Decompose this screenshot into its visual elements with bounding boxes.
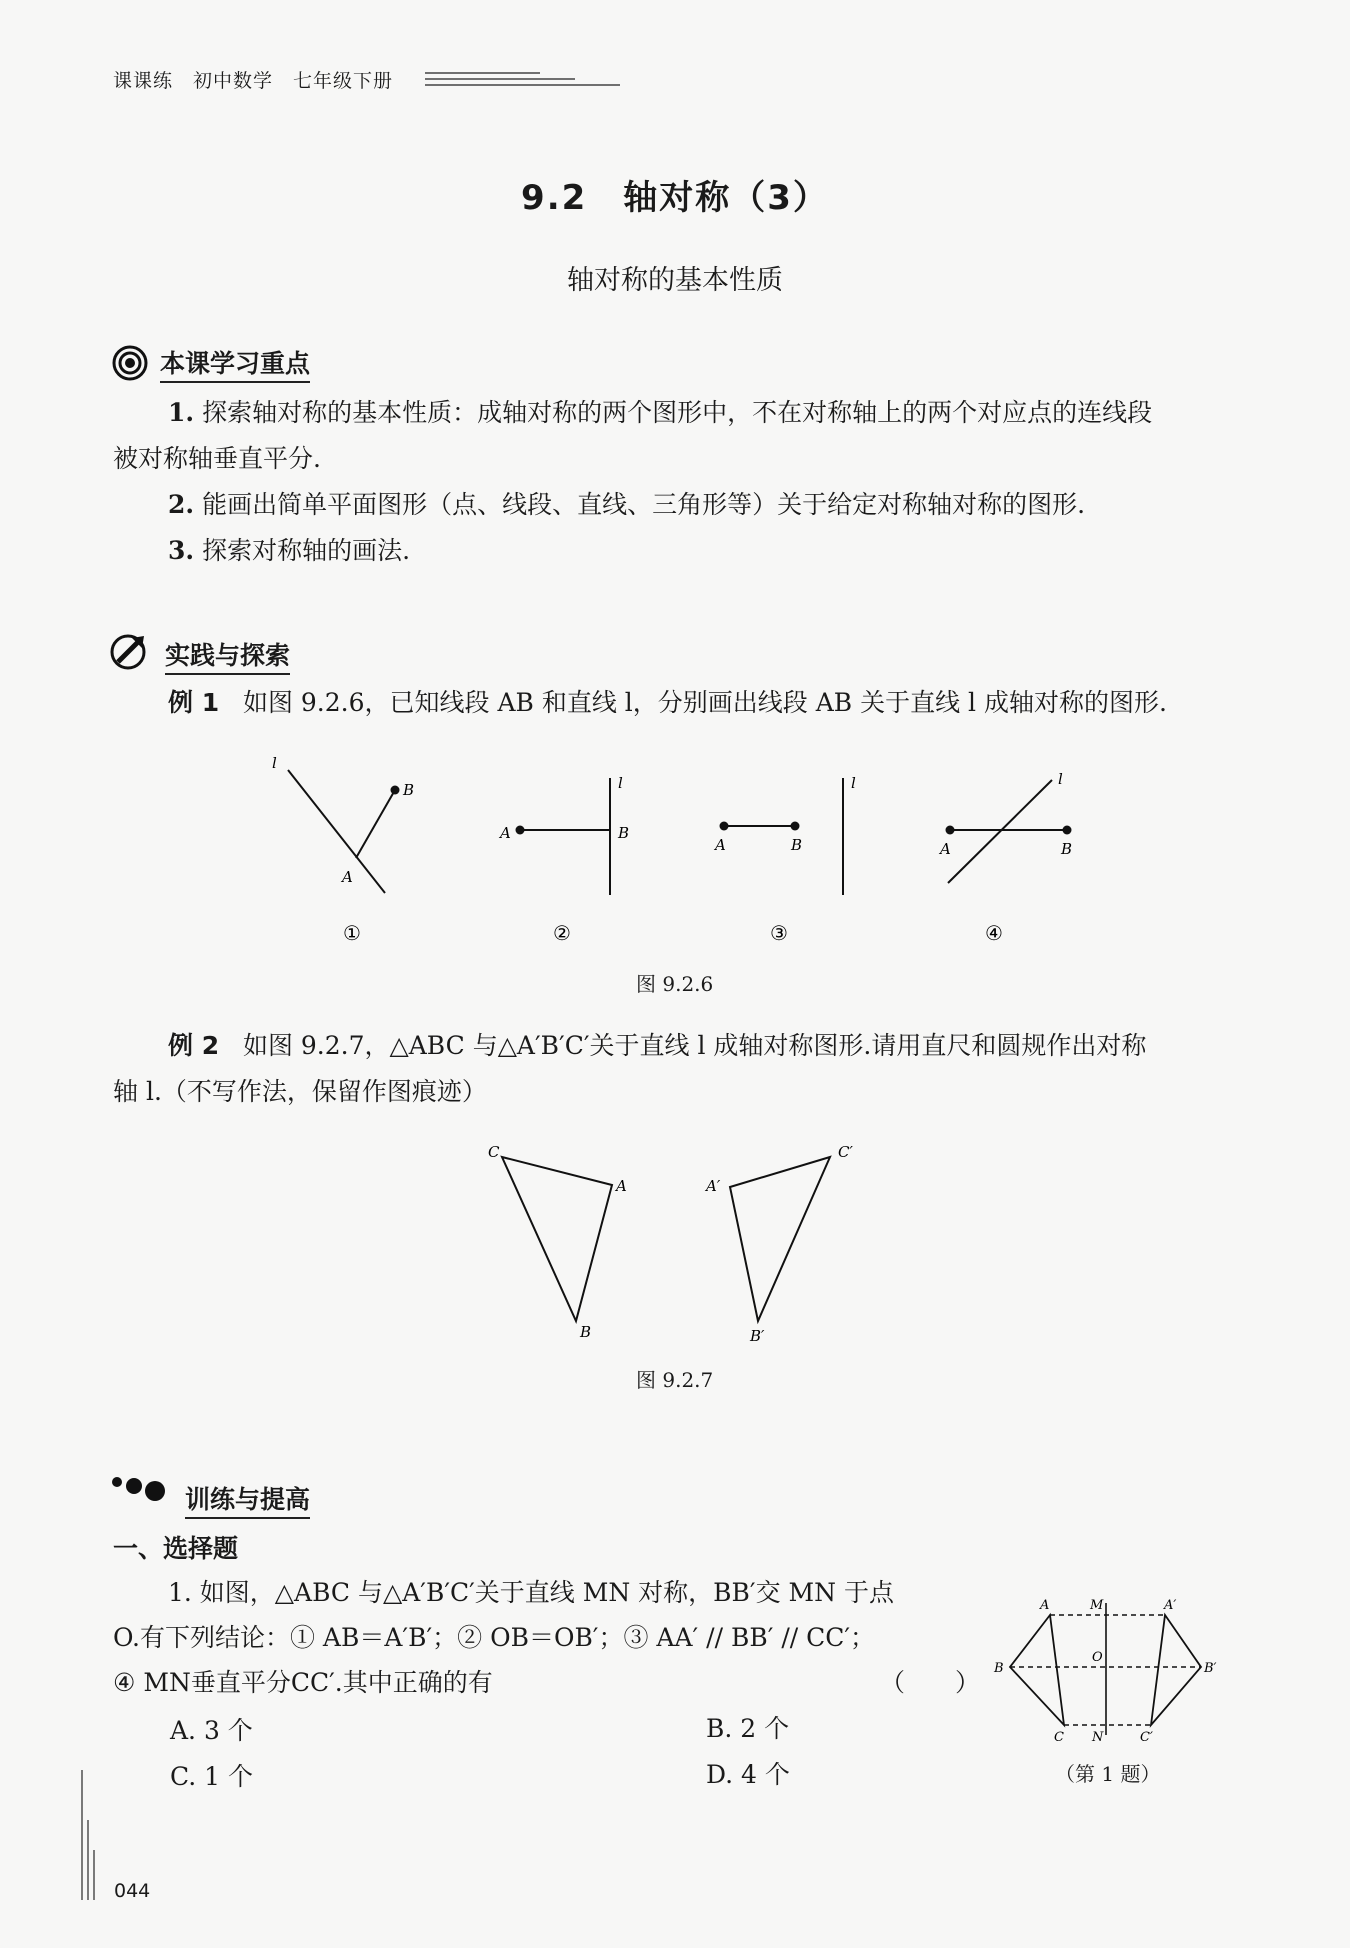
subfigure-num-3: ③ xyxy=(770,921,788,945)
label-l-2: l xyxy=(618,774,623,792)
label-A-prime: A′ xyxy=(706,1177,721,1195)
focus-item-3 xyxy=(168,538,410,563)
section-title-focus: 本课学习重点 xyxy=(160,344,310,383)
q1-label-C: C xyxy=(1054,1730,1064,1745)
example-label: 例 2 xyxy=(168,1031,220,1060)
label-A-4: A xyxy=(940,840,951,858)
item-number: 3. xyxy=(168,536,195,565)
label-B-3: B xyxy=(791,836,803,854)
option-C: C. 1 个 xyxy=(170,1762,253,1791)
q1-label-B-prime: B′ xyxy=(1204,1661,1217,1676)
compass-arrow-icon xyxy=(110,632,148,670)
margin-decoration-lines xyxy=(80,1770,100,1910)
question-1-line-3: ④ MN垂直平分CC′.其中正确的有 xyxy=(113,1668,493,1697)
target-icon xyxy=(112,345,148,381)
section-title-practice: 实践与探索 xyxy=(165,636,290,675)
figure-9-2-6 xyxy=(250,750,1100,950)
label-C-prime: C′ xyxy=(838,1143,853,1161)
q1-label-C-prime: C′ xyxy=(1140,1730,1153,1745)
label-A-3: A xyxy=(715,836,726,854)
figure-9-2-7 xyxy=(480,1135,880,1345)
label-B-prime: B′ xyxy=(750,1327,765,1345)
page-subtitle: 轴对称的基本性质 xyxy=(567,265,783,296)
section-title-training: 训练与提高 xyxy=(185,1480,310,1519)
example-label: 例 1 xyxy=(168,688,220,717)
label-l-3: l xyxy=(851,774,856,792)
item-text: 探索轴对称的基本性质：成轴对称的两个图形中，不在对称轴上的两个对应点的连线段 xyxy=(202,398,1153,427)
item-text: 能画出简单平面图形（点、线段、直线、三角形等）关于给定对称轴对称的图形. xyxy=(202,490,1086,519)
answer-bracket: （ ） xyxy=(880,1668,981,1697)
option-A: A. 3 个 xyxy=(170,1716,253,1745)
dots-icon xyxy=(110,1472,170,1504)
focus-item-1-cont: 被对称轴垂直平分. xyxy=(113,444,321,473)
item-text: 探索对称轴的画法. xyxy=(202,536,411,565)
q1-label-B: B xyxy=(994,1661,1004,1676)
focus-item-1 xyxy=(168,400,1152,425)
q1-label-O: O xyxy=(1092,1650,1103,1665)
question-1-figure xyxy=(988,1595,1228,1745)
label-B-4: B xyxy=(1061,840,1073,858)
question-1-figure-caption: （第 1 题） xyxy=(1055,1762,1161,1786)
label-B-1: B xyxy=(403,781,415,799)
subfigure-1 xyxy=(272,754,414,893)
label-l-1: l xyxy=(272,754,277,772)
subfigure-2 xyxy=(498,774,629,895)
question-1-line-2: O.有下列结论：① AB＝A′B′；② OB＝OB′；③ AA′ // BB′ // CC′； xyxy=(113,1623,876,1652)
label-A-2: A xyxy=(500,824,511,842)
example-2 xyxy=(168,1033,1146,1058)
example-text: 如图 9.2.7，△ABC 与△A′B′C′关于直线 l 成轴对称图形.请用直尺和圆规作出对称 xyxy=(242,1031,1147,1060)
label-l-4: l xyxy=(1058,770,1063,788)
figure-caption-9-2-6: 图 9.2.6 xyxy=(636,972,714,996)
question-1-line-1: 1. 如图，△ABC 与△A′B′C′关于直线 MN 对称，BB′交 MN 于点 xyxy=(168,1578,894,1607)
subfigure-num-2: ② xyxy=(553,921,571,945)
example-1 xyxy=(168,690,1167,715)
q1-label-M: M xyxy=(1090,1598,1104,1613)
page-number: 044 xyxy=(114,1880,151,1902)
option-B: B. 2 个 xyxy=(706,1714,790,1743)
q1-label-A-prime: A′ xyxy=(1164,1598,1177,1613)
q1-label-N: N xyxy=(1092,1730,1104,1745)
subfigure-4 xyxy=(938,770,1072,883)
running-header: 课课练 初中数学 七年级下册 xyxy=(113,70,394,92)
label-A-1: A xyxy=(342,868,353,886)
example-text: 如图 9.2.6，已知线段 AB 和直线 l，分别画出线段 AB 关于直线 l 成轴对称的图形. xyxy=(242,688,1167,717)
option-D: D. 4 个 xyxy=(706,1760,790,1789)
q1-label-A: A xyxy=(1040,1598,1050,1613)
subfigure-num-1: ① xyxy=(343,921,361,945)
figure-caption-9-2-7: 图 9.2.7 xyxy=(636,1368,714,1392)
label-B: B xyxy=(580,1323,592,1341)
page-title: 9.2 轴对称（3） xyxy=(521,178,829,218)
item-number: 1. xyxy=(168,398,195,427)
item-number: 2. xyxy=(168,490,195,519)
label-C: C xyxy=(488,1143,500,1161)
label-B-2: B xyxy=(618,824,630,842)
focus-item-2 xyxy=(168,492,1085,517)
label-A: A xyxy=(616,1177,627,1195)
subheading-choice: 一、选择题 xyxy=(113,1534,239,1563)
header-decoration-lines xyxy=(425,70,625,92)
example-2-cont: 轴 l.（不写作法，保留作图痕迹） xyxy=(113,1077,487,1106)
subfigure-num-4: ④ xyxy=(985,921,1003,945)
subfigure-3 xyxy=(713,774,856,895)
